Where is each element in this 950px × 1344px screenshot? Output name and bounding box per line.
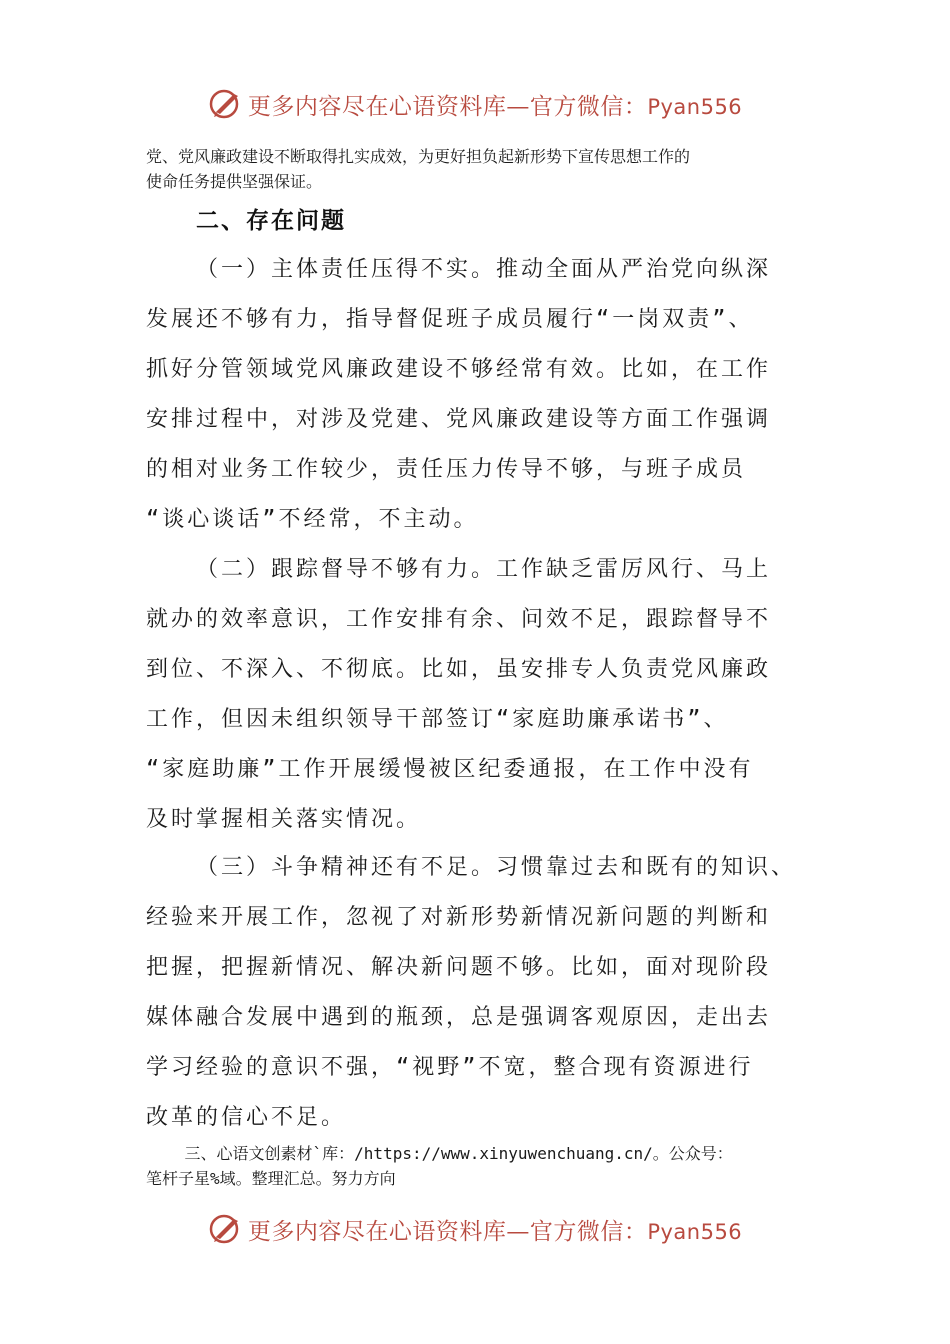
paragraph-2-line-3: 到位、不深入、不彻底。比如，虽安排专人负责党风廉政 bbox=[146, 657, 772, 682]
paragraph-3-line-6: 改革的信心不足。 bbox=[146, 1105, 347, 1130]
paragraph-1-line-2: 发展还不够有力，指导督促班子成员履行“一岗双责”、 bbox=[146, 307, 754, 332]
paragraph-3-line-2: 经验来开展工作，忽视了对新形势新情况新问题的判断和 bbox=[146, 905, 772, 930]
footer-line-2: 笔杆子星%域。整理汇总。努力方向 bbox=[146, 1169, 396, 1188]
paragraph-3-line-5: 学习经验的意识不强，“视野”不宽，整合现有资源进行 bbox=[146, 1055, 754, 1080]
footer-banner bbox=[0, 1205, 950, 1253]
paragraph-2-line-2: 就办的效率意识，工作安排有余、问效不足，跟踪督导不 bbox=[146, 607, 772, 632]
paragraph-3-line-1: （三）斗争精神还有不足。习惯靠过去和既有的知识、 bbox=[196, 855, 797, 880]
paragraph-2-line-5: “家庭助廉”工作开展缓慢被区纪委通报，在工作中没有 bbox=[146, 757, 754, 782]
paragraph-2-line-1: （二）跟踪督导不够有力。工作缺乏雷厉风行、马上 bbox=[196, 557, 772, 582]
banner-text: 更多内容尽在心语资料库—官方微信：Pyan556 bbox=[247, 1218, 743, 1245]
paragraph-1-line-3: 抓好分管领域党风廉政建设不够经常有效。比如，在工作 bbox=[146, 357, 772, 382]
section-heading: 二、存在问题 bbox=[196, 208, 346, 234]
paragraph-2-line-4: 工作，但因未组织领导干部签订“家庭助廉承诺书”、 bbox=[146, 707, 729, 732]
banner-text: 更多内容尽在心语资料库—官方微信：Pyan556 bbox=[247, 93, 743, 120]
paragraph-3-line-4: 媒体融合发展中遇到的瓶颈，总是强调客观原因，走出去 bbox=[146, 1005, 772, 1030]
paragraph-1-line-1: （一）主体责任压得不实。推动全面从严治党向纵深 bbox=[196, 257, 772, 282]
header-banner bbox=[0, 80, 950, 128]
paragraph-1-line-4: 安排过程中，对涉及党建、党风廉政建设等方面工作强调 bbox=[146, 407, 772, 432]
footer-line-1: 三、心语文创素材`库：/https://www.xinyuwenchuang.cn/。公众号： bbox=[146, 1144, 733, 1163]
intro-line-1: 党、党风廉政建设不断取得扎实成效，为更好担负起新形势下宣传思想工作的 bbox=[146, 147, 691, 166]
paragraph-3-line-3: 把握，把握新情况、解决新问题不够。比如，面对现阶段 bbox=[146, 955, 772, 980]
intro-line-2: 使命任务提供坚强保证。 bbox=[146, 172, 323, 191]
paragraph-1-line-5: 的相对业务工作较少，责任压力传导不够，与班子成员 bbox=[146, 457, 747, 482]
pen-logo-icon bbox=[208, 1211, 244, 1247]
paragraph-2-line-6: 及时掌握相关落实情况。 bbox=[146, 807, 422, 832]
pen-logo-icon bbox=[208, 86, 244, 122]
paragraph-1-line-6: “谈心谈话”不经常，不主动。 bbox=[146, 507, 479, 532]
